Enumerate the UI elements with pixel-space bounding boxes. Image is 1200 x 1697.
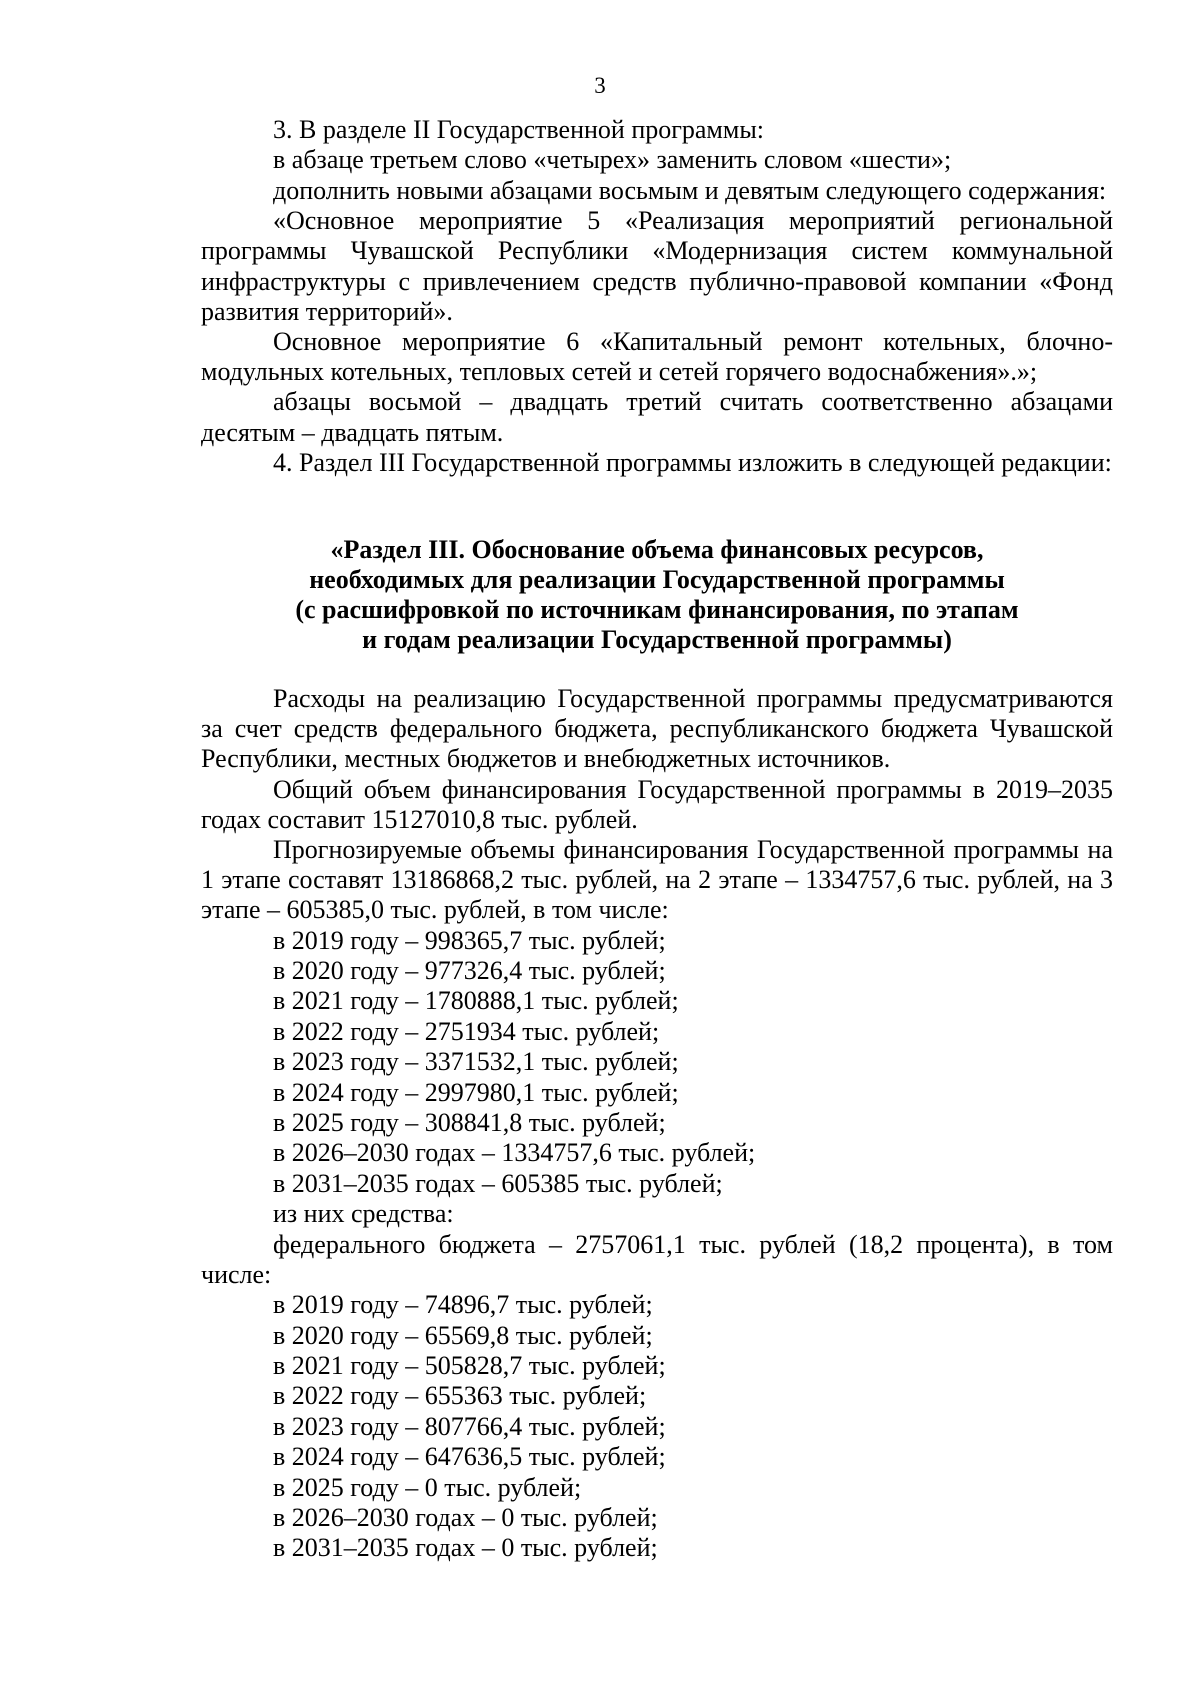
text-line: в 2026–2030 годах – 1334757,6 тыс. рублей; [273,1138,756,1168]
text-line: в 2021 году – 505828,7 тыс. рублей; [273,1350,666,1380]
paragraph: «Основное мероприятие 5 «Реализация мероприятий региональной программы Чувашской Республики «Модернизация систем коммунальной инфраструктуры с привлечением средств публично-правовой компании «Фонд развития территорий». [201,206,1113,326]
paragraph: федерального бюджета – 2757061,1 тыс. рублей (18,2 процента), в том числе: [201,1229,1113,1289]
amendments-section [201,115,1113,478]
text-line: дополнить новыми абзацами восьмым и девятым следующего содержания: [273,175,1107,205]
text-line: в 2024 году – 647636,5 тыс. рублей; [273,1442,666,1472]
financing-section [201,684,1113,1564]
text-line: в 2021 году – 1780888,1 тыс. рублей; [273,986,679,1016]
section-heading-line: «Раздел III. Обоснование объема финансовых ресурсов, [330,535,984,564]
section-heading-line: необходимых для реализации Государственной программы [309,565,1005,594]
text-line: в 2024 году – 2997980,1 тыс. рублей; [273,1077,679,1107]
paragraph: Расходы на реализацию Государственной программы предусматриваются за счет средств федерального бюджета, республиканского бюджета Чувашской Республики, местных бюджетов и внебюджетных источников. [201,684,1113,774]
paragraph: Прогнозируемые объемы финансирования Государственной программы на 1 этапе составят 13186868,2 тыс. рублей, на 2 этапе – 1334757,6 тыс. рублей, на 3 этапе – 605385,0 тыс. рублей, в том числе: [201,835,1113,925]
text-line: в 2020 году – 65569,8 тыс. рублей; [273,1320,653,1350]
paragraph: абзацы восьмой – двадцать третий считать соответственно абзацами десятым – двадцать пятым. [201,387,1113,447]
paragraph: 4. Раздел III Государственной программы изложить в следующей редакции: [273,447,1112,477]
text-line: в 2019 году – 74896,7 тыс. рублей; [273,1290,653,1320]
page-number: 3 [594,73,606,98]
text-line: из них средства: [273,1199,454,1229]
paragraph: Общий объем финансирования Государственной программы в 2019–2035 годах составит 15127010,8 тыс. рублей. [201,774,1113,834]
text-line: в 2023 году – 3371532,1 тыс. рублей; [273,1047,679,1077]
section-heading [201,535,1113,655]
text-line: в 2019 году – 998365,7 тыс. рублей; [273,925,666,955]
text-line: в 2025 году – 308841,8 тыс. рублей; [273,1108,666,1138]
text-line: в абзаце третьем слово «четырех» заменить словом «шести»; [273,145,952,175]
section-heading-line: (с расшифровкой по источникам финансирования, по этапам [295,595,1019,624]
text-line: 3. В разделе II Государственной программы: [273,115,765,144]
text-line: в 2023 году – 807766,4 тыс. рублей; [273,1411,666,1441]
paragraph: Основное мероприятие 6 «Капитальный ремонт котельных, блочно-модульных котельных, тепловых сетей и сетей горячего водоснабжения».»; [201,327,1113,387]
section-heading-line: и годам реализации Государственной программы) [362,625,952,654]
text-line: в 2020 году – 977326,4 тыс. рублей; [273,956,666,986]
text-line: в 2031–2035 годах – 605385 тыс. рублей; [273,1168,723,1198]
text-line: в 2025 году – 0 тыс. рублей; [273,1472,582,1502]
text-line: в 2022 году – 2751934 тыс. рублей; [273,1016,660,1046]
text-line: в 2026–2030 годах – 0 тыс. рублей; [273,1502,658,1532]
text-line: в 2022 году – 655363 тыс. рублей; [273,1381,647,1411]
text-line: в 2031–2035 годах – 0 тыс. рублей; [273,1533,658,1563]
